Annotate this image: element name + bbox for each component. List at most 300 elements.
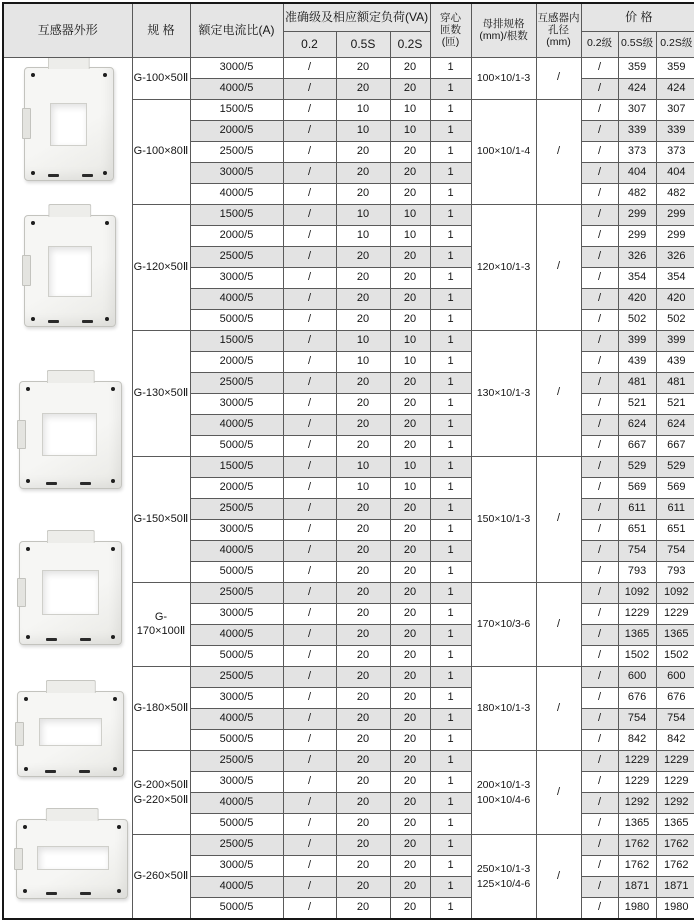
- va-cell: 10: [390, 330, 430, 351]
- va-cell: /: [283, 204, 336, 225]
- transformer-part: [105, 317, 109, 321]
- va-cell: /: [283, 582, 336, 603]
- va-cell: 10: [336, 351, 390, 372]
- price-cell: /: [581, 687, 618, 708]
- ratio-cell: 2500/5: [190, 835, 283, 856]
- price-cell: 1871: [656, 877, 694, 898]
- price-cell: 1229: [656, 772, 694, 793]
- va-cell: /: [283, 225, 336, 246]
- va-cell: 20: [390, 561, 430, 582]
- va-cell: 20: [390, 856, 430, 877]
- turns-cell: 1: [430, 204, 471, 225]
- price-cell: 1980: [618, 898, 656, 919]
- price-cell: 624: [618, 414, 656, 435]
- price-cell: /: [581, 162, 618, 183]
- price-cell: 326: [656, 246, 694, 267]
- transformer-photo-2: [24, 215, 116, 327]
- price-cell: 529: [656, 456, 694, 477]
- spec-cell: G-200×50Ⅱ G-220×50Ⅱ: [132, 751, 190, 835]
- va-cell: 20: [336, 603, 390, 624]
- va-cell: 20: [336, 414, 390, 435]
- header-bore-line: 孔径(mm): [546, 24, 571, 49]
- va-cell: 20: [390, 57, 430, 78]
- header-accuracy-0.5S: 0.5S: [336, 31, 390, 57]
- va-cell: 20: [390, 814, 430, 835]
- va-cell: 20: [390, 793, 430, 814]
- va-cell: /: [283, 141, 336, 162]
- price-cell: 399: [656, 330, 694, 351]
- transformer-part: [31, 221, 35, 225]
- va-cell: 20: [336, 540, 390, 561]
- header-appearance: 互感器外形: [3, 3, 132, 57]
- price-cell: /: [581, 372, 618, 393]
- busbar-cell: 130×10/1-3: [471, 330, 536, 456]
- price-cell: 439: [656, 351, 694, 372]
- ratio-cell: 1500/5: [190, 204, 283, 225]
- spec-cell: G-120×50Ⅱ: [132, 204, 190, 330]
- price-cell: 611: [618, 498, 656, 519]
- va-cell: 20: [390, 687, 430, 708]
- price-cell: /: [581, 793, 618, 814]
- transformer-part: [14, 848, 23, 870]
- va-cell: /: [283, 78, 336, 99]
- price-cell: 1229: [618, 603, 656, 624]
- bore-cell: /: [536, 582, 581, 666]
- header-accuracy-group: 准确级及相应额定负荷(VA): [283, 3, 430, 31]
- price-cell: 676: [656, 687, 694, 708]
- transformer-part: [26, 547, 30, 551]
- price-cell: 420: [618, 288, 656, 309]
- price-cell: 359: [656, 57, 694, 78]
- va-cell: 10: [336, 477, 390, 498]
- va-cell: 20: [390, 624, 430, 645]
- ratio-cell: 1500/5: [190, 456, 283, 477]
- price-cell: 424: [618, 78, 656, 99]
- va-cell: /: [283, 793, 336, 814]
- va-cell: 20: [336, 561, 390, 582]
- va-cell: /: [283, 120, 336, 141]
- price-cell: /: [581, 120, 618, 141]
- ratio-cell: 5000/5: [190, 435, 283, 456]
- va-cell: 20: [336, 498, 390, 519]
- price-cell: 1229: [656, 603, 694, 624]
- transformer-photo-5: [17, 691, 124, 777]
- va-cell: 20: [390, 78, 430, 99]
- header-busbar-line: 母排规格: [482, 17, 525, 30]
- turns-cell: 1: [430, 898, 471, 919]
- va-cell: /: [283, 835, 336, 856]
- price-cell: 307: [656, 99, 694, 120]
- bore-cell: /: [536, 57, 581, 99]
- price-cell: 569: [618, 477, 656, 498]
- price-cell: 299: [656, 225, 694, 246]
- price-cell: 1871: [618, 877, 656, 898]
- price-cell: 502: [656, 309, 694, 330]
- va-cell: 10: [336, 204, 390, 225]
- va-cell: 20: [336, 730, 390, 751]
- price-cell: 359: [618, 57, 656, 78]
- va-cell: 20: [336, 687, 390, 708]
- ratio-cell: 4000/5: [190, 624, 283, 645]
- price-cell: /: [581, 225, 618, 246]
- va-cell: /: [283, 435, 336, 456]
- bore-cell: /: [536, 835, 581, 919]
- price-cell: 482: [656, 183, 694, 204]
- transformer-part: [113, 697, 117, 701]
- va-cell: /: [283, 856, 336, 877]
- ratio-cell: 3000/5: [190, 772, 283, 793]
- ratio-cell: 5000/5: [190, 309, 283, 330]
- va-cell: 10: [336, 120, 390, 141]
- header-turns: [430, 3, 471, 57]
- price-cell: 326: [618, 246, 656, 267]
- turns-cell: 1: [430, 814, 471, 835]
- va-cell: 20: [390, 498, 430, 519]
- turns-cell: 1: [430, 120, 471, 141]
- price-cell: /: [581, 435, 618, 456]
- transformer-part: [105, 221, 109, 225]
- price-cell: 667: [656, 435, 694, 456]
- price-cell: 754: [656, 540, 694, 561]
- turns-cell: 1: [430, 288, 471, 309]
- price-cell: 667: [618, 435, 656, 456]
- va-cell: 20: [390, 582, 430, 603]
- turns-cell: 1: [430, 330, 471, 351]
- transformer-hole: [37, 846, 109, 870]
- va-cell: 20: [336, 898, 390, 919]
- price-cell: 529: [618, 456, 656, 477]
- table-row: [3, 57, 694, 78]
- ratio-cell: 2500/5: [190, 498, 283, 519]
- transformer-part: [48, 204, 91, 217]
- header-price-0.5S: 0.5S级: [618, 31, 656, 57]
- va-cell: 20: [390, 309, 430, 330]
- ratio-cell: 3000/5: [190, 687, 283, 708]
- price-cell: 424: [656, 78, 694, 99]
- price-cell: 600: [618, 666, 656, 687]
- va-cell: 20: [336, 162, 390, 183]
- turns-cell: 1: [430, 793, 471, 814]
- ratio-cell: 2500/5: [190, 246, 283, 267]
- transformer-part: [17, 578, 26, 607]
- price-cell: 420: [656, 288, 694, 309]
- transformer-part: [17, 420, 26, 450]
- transformer-part: [23, 825, 27, 829]
- spec-cell: G-130×50Ⅱ: [132, 330, 190, 456]
- turns-cell: 1: [430, 141, 471, 162]
- va-cell: 20: [390, 414, 430, 435]
- busbar-cell: 100×10/1-3: [471, 57, 536, 99]
- transformer-part: [46, 370, 94, 383]
- price-cell: 1365: [656, 624, 694, 645]
- va-cell: 20: [390, 267, 430, 288]
- turns-cell: 1: [430, 78, 471, 99]
- price-cell: /: [581, 456, 618, 477]
- price-cell: 373: [618, 141, 656, 162]
- transformer-part: [23, 889, 27, 893]
- table-header: [3, 3, 694, 57]
- price-cell: 404: [656, 162, 694, 183]
- transformer-part: [26, 387, 30, 391]
- turns-cell: 1: [430, 456, 471, 477]
- price-cell: /: [581, 877, 618, 898]
- price-cell: 651: [656, 519, 694, 540]
- va-cell: 20: [336, 57, 390, 78]
- busbar-cell: 170×10/3-6: [471, 582, 536, 666]
- va-cell: 20: [336, 814, 390, 835]
- ratio-cell: 2500/5: [190, 666, 283, 687]
- price-cell: 793: [618, 561, 656, 582]
- va-cell: 10: [336, 225, 390, 246]
- turns-cell: 1: [430, 877, 471, 898]
- price-cell: 404: [618, 162, 656, 183]
- va-cell: 20: [390, 540, 430, 561]
- va-cell: /: [283, 561, 336, 582]
- va-cell: 20: [390, 751, 430, 772]
- va-cell: 20: [336, 772, 390, 793]
- busbar-cell: 250×10/1-3 125×10/4-6: [471, 835, 536, 919]
- ratio-cell: 3000/5: [190, 267, 283, 288]
- ratio-cell: 4000/5: [190, 708, 283, 729]
- price-cell: 339: [656, 120, 694, 141]
- spec-cell: G-150×50Ⅱ: [132, 456, 190, 582]
- va-cell: /: [283, 645, 336, 666]
- turns-cell: 1: [430, 477, 471, 498]
- price-cell: 676: [618, 687, 656, 708]
- va-cell: 10: [390, 351, 430, 372]
- price-cell: 1762: [618, 835, 656, 856]
- bore-cell: /: [536, 204, 581, 330]
- transformer-part: [111, 635, 115, 639]
- header-price-0.2: 0.2级: [581, 31, 618, 57]
- price-cell: 1229: [656, 751, 694, 772]
- transformer-photo-1: [24, 67, 114, 181]
- ratio-cell: 4000/5: [190, 540, 283, 561]
- turns-cell: 1: [430, 772, 471, 793]
- va-cell: /: [283, 477, 336, 498]
- price-cell: /: [581, 645, 618, 666]
- turns-cell: 1: [430, 372, 471, 393]
- ratio-cell: 1500/5: [190, 99, 283, 120]
- va-cell: 20: [336, 435, 390, 456]
- bore-cell: /: [536, 751, 581, 835]
- turns-cell: 1: [430, 708, 471, 729]
- transformer-part: [46, 530, 94, 543]
- transformer-part: [46, 808, 99, 821]
- price-cell: 1762: [618, 856, 656, 877]
- turns-cell: 1: [430, 57, 471, 78]
- turns-cell: 1: [430, 99, 471, 120]
- transformer-part: [117, 889, 121, 893]
- price-cell: 1292: [656, 793, 694, 814]
- va-cell: /: [283, 519, 336, 540]
- transformer-part: [24, 767, 28, 771]
- price-cell: 299: [656, 204, 694, 225]
- price-cell: /: [581, 540, 618, 561]
- header-price-0.2S: 0.2S级: [656, 31, 694, 57]
- price-cell: /: [581, 204, 618, 225]
- turns-cell: 1: [430, 856, 471, 877]
- price-cell: 651: [618, 519, 656, 540]
- turns-cell: 1: [430, 645, 471, 666]
- turns-cell: 1: [430, 435, 471, 456]
- transformer-hole: [39, 718, 102, 745]
- price-cell: /: [581, 141, 618, 162]
- ratio-cell: 2000/5: [190, 351, 283, 372]
- transformer-hole: [48, 246, 91, 296]
- va-cell: /: [283, 267, 336, 288]
- transformer-part: [111, 547, 115, 551]
- ratio-cell: 2000/5: [190, 225, 283, 246]
- va-cell: 10: [390, 204, 430, 225]
- price-cell: 1762: [656, 856, 694, 877]
- ratio-cell: 5000/5: [190, 814, 283, 835]
- price-cell: /: [581, 267, 618, 288]
- ratio-cell: 2500/5: [190, 582, 283, 603]
- transformer-hole: [42, 570, 99, 615]
- ratio-cell: 3000/5: [190, 856, 283, 877]
- transformer-part: [48, 57, 90, 69]
- transformer-part: [22, 255, 31, 286]
- transformer-part: [103, 171, 107, 175]
- price-cell: /: [581, 498, 618, 519]
- price-cell: 307: [618, 99, 656, 120]
- price-cell: 1092: [656, 582, 694, 603]
- price-cell: 600: [656, 666, 694, 687]
- ratio-cell: 2500/5: [190, 141, 283, 162]
- va-cell: 20: [390, 246, 430, 267]
- va-cell: /: [283, 288, 336, 309]
- va-cell: /: [283, 183, 336, 204]
- price-cell: 1980: [656, 898, 694, 919]
- price-cell: /: [581, 309, 618, 330]
- spec-cell: G-100×50Ⅱ: [132, 57, 190, 99]
- va-cell: /: [283, 730, 336, 751]
- turns-cell: 1: [430, 498, 471, 519]
- va-cell: 20: [390, 603, 430, 624]
- va-cell: 20: [390, 519, 430, 540]
- va-cell: /: [283, 814, 336, 835]
- price-cell: /: [581, 330, 618, 351]
- turns-cell: 1: [430, 730, 471, 751]
- price-cell: /: [581, 393, 618, 414]
- price-cell: /: [581, 624, 618, 645]
- va-cell: 20: [336, 309, 390, 330]
- spec-cell: G-180×50Ⅱ: [132, 666, 190, 750]
- price-cell: /: [581, 856, 618, 877]
- price-cell: 399: [618, 330, 656, 351]
- ratio-cell: 4000/5: [190, 793, 283, 814]
- price-cell: 1229: [618, 772, 656, 793]
- va-cell: 10: [336, 456, 390, 477]
- price-cell: 611: [656, 498, 694, 519]
- price-cell: /: [581, 99, 618, 120]
- price-cell: /: [581, 288, 618, 309]
- price-cell: 1365: [618, 814, 656, 835]
- va-cell: 20: [390, 898, 430, 919]
- ratio-cell: 5000/5: [190, 645, 283, 666]
- busbar-cell: 150×10/1-3: [471, 456, 536, 582]
- turns-cell: 1: [430, 624, 471, 645]
- transformer-part: [15, 722, 24, 746]
- price-cell: 373: [656, 141, 694, 162]
- busbar-cell: 180×10/1-3: [471, 666, 536, 750]
- transformer-part: [45, 680, 95, 693]
- bore-cell: /: [536, 666, 581, 750]
- va-cell: /: [283, 751, 336, 772]
- va-cell: 10: [390, 456, 430, 477]
- price-cell: /: [581, 666, 618, 687]
- transformer-hole: [42, 413, 97, 455]
- va-cell: /: [283, 309, 336, 330]
- va-cell: 20: [336, 183, 390, 204]
- transformer-part: [113, 767, 117, 771]
- va-cell: 20: [336, 751, 390, 772]
- price-cell: 299: [618, 225, 656, 246]
- header-turns-line: (匝): [441, 36, 460, 49]
- bore-cell: /: [536, 99, 581, 204]
- va-cell: 20: [336, 267, 390, 288]
- price-cell: 1762: [656, 835, 694, 856]
- va-cell: /: [283, 372, 336, 393]
- ratio-cell: 2000/5: [190, 120, 283, 141]
- header-ratio: 额定电流比(A): [190, 3, 283, 57]
- turns-cell: 1: [430, 751, 471, 772]
- turns-cell: 1: [430, 393, 471, 414]
- va-cell: 20: [336, 856, 390, 877]
- ratio-cell: 2000/5: [190, 477, 283, 498]
- ratio-cell: 4000/5: [190, 78, 283, 99]
- va-cell: /: [283, 877, 336, 898]
- price-cell: 1229: [618, 751, 656, 772]
- price-cell: 1092: [618, 582, 656, 603]
- ratio-cell: 5000/5: [190, 898, 283, 919]
- va-cell: 20: [390, 877, 430, 898]
- transformer-price-table: [2, 2, 694, 920]
- va-cell: 20: [336, 835, 390, 856]
- transformer-photo-6: [16, 819, 128, 899]
- va-cell: 20: [390, 141, 430, 162]
- price-cell: 1292: [618, 793, 656, 814]
- va-cell: 20: [336, 246, 390, 267]
- va-cell: 20: [336, 582, 390, 603]
- va-cell: /: [283, 687, 336, 708]
- ratio-cell: 3000/5: [190, 57, 283, 78]
- transformer-part: [26, 635, 30, 639]
- va-cell: 20: [390, 372, 430, 393]
- ratio-cell: 2500/5: [190, 372, 283, 393]
- transformer-hole: [50, 103, 87, 145]
- transformer-part: [26, 479, 30, 483]
- price-cell: 339: [618, 120, 656, 141]
- price-cell: 354: [656, 267, 694, 288]
- va-cell: 20: [336, 393, 390, 414]
- va-cell: /: [283, 898, 336, 919]
- ratio-cell: 5000/5: [190, 561, 283, 582]
- table-body: [3, 57, 694, 919]
- ratio-cell: 5000/5: [190, 730, 283, 751]
- price-cell: 624: [656, 414, 694, 435]
- header-busbar-line: (mm)/根数: [479, 30, 528, 43]
- price-cell: 299: [618, 204, 656, 225]
- va-cell: 20: [336, 793, 390, 814]
- price-cell: 354: [618, 267, 656, 288]
- ratio-cell: 1500/5: [190, 330, 283, 351]
- bore-cell: /: [536, 330, 581, 456]
- turns-cell: 1: [430, 519, 471, 540]
- price-cell: /: [581, 351, 618, 372]
- price-cell: 754: [618, 540, 656, 561]
